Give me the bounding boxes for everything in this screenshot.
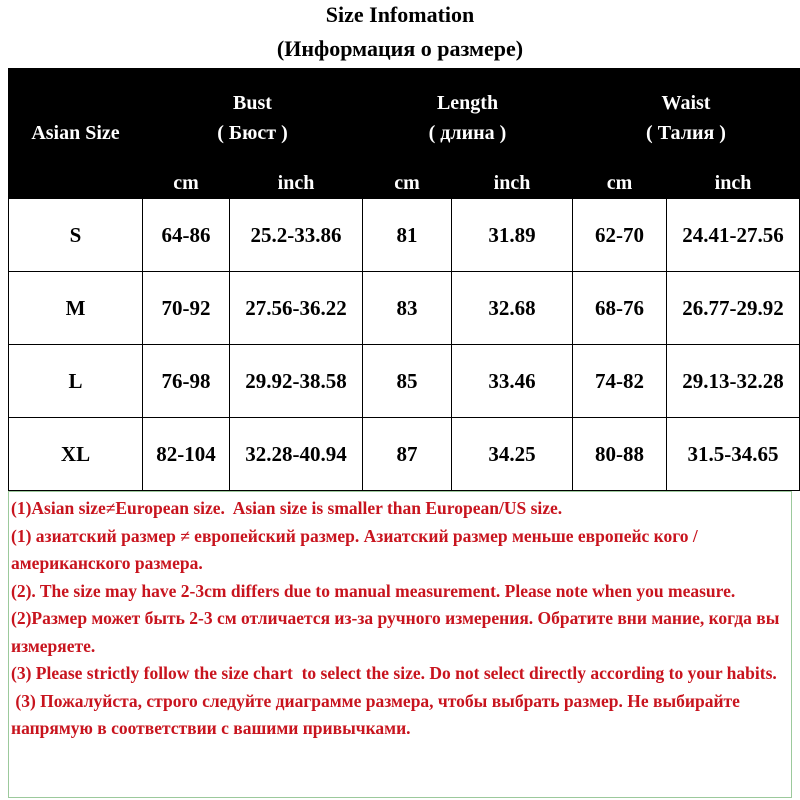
length-label: Length — [436, 92, 499, 114]
unit-header: inch — [230, 168, 363, 199]
table-cell: 70-92 — [143, 272, 230, 345]
table-cell: 24.41-27.56 — [667, 199, 800, 272]
size-table — [8, 68, 800, 491]
note-line: (3) Пожалуйста, строго следуйте диаграмме размера, чтобы выбрать размер. Не выбирайте напрямую в соответствии с вашими привычками. — [11, 690, 745, 738]
waist-label-ru: ( Талия ) — [646, 122, 726, 144]
table-row — [9, 345, 800, 418]
table-cell: 32.68 — [452, 272, 573, 345]
table-row — [9, 418, 800, 491]
table-cell: 31.5-34.65 — [667, 418, 800, 491]
note-line: (2)Размер может быть 2-3 см отличается из-за ручного измерения. Обратите вни мание, когда вы измеряете. — [11, 608, 784, 656]
asian-size-header: Asian Size — [9, 69, 143, 199]
table-cell: 29.13-32.28 — [667, 345, 800, 418]
table-cell: 62-70 — [573, 199, 667, 272]
unit-header: cm — [363, 168, 452, 199]
unit-header: cm — [143, 168, 230, 199]
page-subtitle: (Информация о размере) — [276, 36, 524, 61]
unit-header: inch — [667, 168, 800, 199]
table-cell: 87 — [363, 418, 452, 491]
table-cell: 64-86 — [143, 199, 230, 272]
table-cell: 81 — [363, 199, 452, 272]
note-line: (2). The size may have 2-3cm differs due to manual measurement. Please note when you measure. — [11, 580, 736, 601]
table-row — [9, 272, 800, 345]
bust-label: Bust — [233, 92, 272, 114]
table-cell: 83 — [363, 272, 452, 345]
table-cell: 33.46 — [452, 345, 573, 418]
note-line: (3) Please strictly follow the size chart to select the size. Do not select directly according to your habits. — [11, 663, 777, 683]
length-label-ru: ( длина ) — [428, 122, 507, 144]
table-cell: 74-82 — [573, 345, 667, 418]
note-line: (1)Asian size≠European size. Asian size is smaller than European/US size. — [11, 498, 563, 518]
table-cell: 26.77-29.92 — [667, 272, 800, 345]
table-header-row — [9, 69, 800, 168]
waist-label: Waist — [661, 92, 711, 114]
size-cell: S — [9, 199, 143, 272]
bust-label-ru: ( Бюст ) — [217, 122, 288, 144]
table-cell: 80-88 — [573, 418, 667, 491]
table-cell: 25.2-33.86 — [230, 199, 363, 272]
waist-header — [573, 69, 800, 168]
table-cell: 68-76 — [573, 272, 667, 345]
table-row — [9, 199, 800, 272]
size-notes — [8, 491, 792, 798]
bust-header — [143, 69, 363, 168]
table-cell: 85 — [363, 345, 452, 418]
table-cell: 82-104 — [143, 418, 230, 491]
size-cell: M — [9, 272, 143, 345]
table-cell: 31.89 — [452, 199, 573, 272]
table-cell: 34.25 — [452, 418, 573, 491]
length-header — [363, 69, 573, 168]
table-cell: 76-98 — [143, 345, 230, 418]
table-cell: 32.28-40.94 — [230, 418, 363, 491]
table-cell: 27.56-36.22 — [230, 272, 363, 345]
page-title: Size Infomation — [325, 2, 475, 27]
note-line: (1) азиатский размер ≠ европейский размер. Азиатский размер меньше европейс кого / американского размера. — [11, 525, 703, 573]
size-cell: L — [9, 345, 143, 418]
unit-header: cm — [573, 168, 667, 199]
table-cell: 29.92-38.58 — [230, 345, 363, 418]
size-cell: XL — [9, 418, 143, 491]
unit-header: inch — [452, 168, 573, 199]
